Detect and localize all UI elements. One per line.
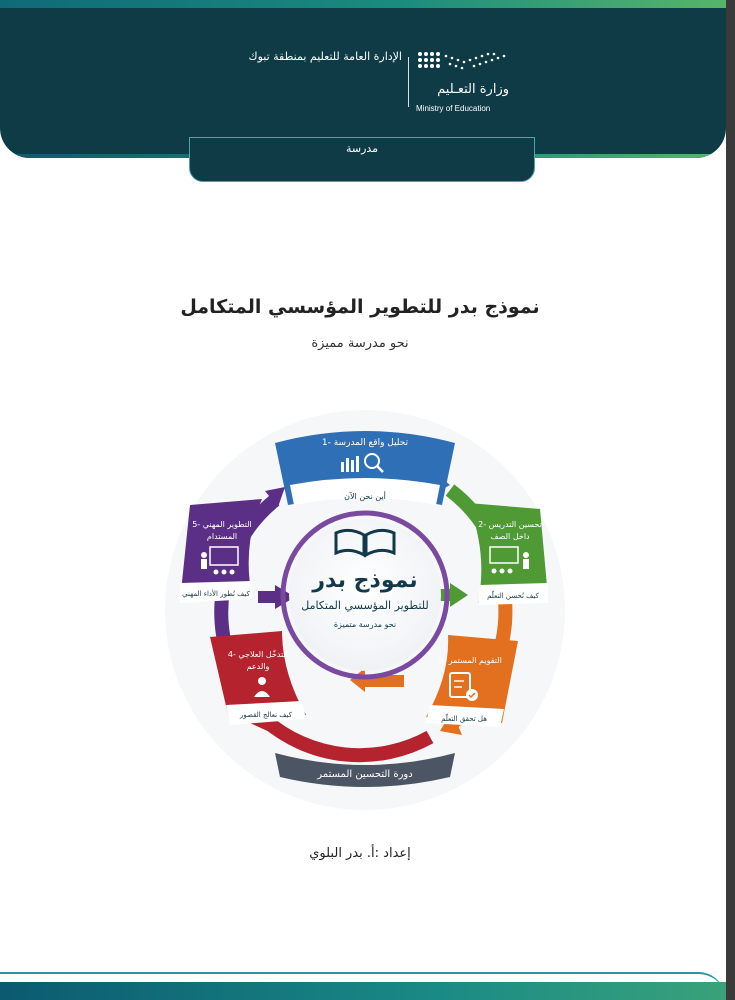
- stage-5-question: كيف نُطور الأداء المهني: [182, 590, 250, 598]
- logo-divider: [408, 57, 409, 107]
- stage-2-question: كيف نُحسن التعلّم: [487, 592, 539, 600]
- cycle-label: دورة التحسين المستمر: [317, 769, 413, 780]
- school-name-box: [189, 137, 535, 182]
- inner-arrow-purple-shaft: [258, 591, 276, 603]
- model-cycle-diagram: [150, 405, 580, 825]
- stage-3-question: هل تحقق التعلّم: [441, 715, 487, 723]
- center-title: نموذج بدر: [312, 568, 418, 593]
- header-accent-line: [0, 0, 726, 8]
- stage-1-question: أين نحن الآن: [344, 492, 386, 501]
- stage-5-title-line1: 5- التطوير المهني: [192, 520, 252, 529]
- directorate-name: الإدارة العامة للتعليم بمنطقة تبوك: [248, 50, 402, 63]
- stage-4-title-line1: 4- التدخّل العلاجي: [227, 650, 289, 659]
- stage-3-title: 3- التقويم المستمر: [438, 656, 502, 665]
- author-credit: إعداد :أ. بدر البلوي: [309, 846, 411, 861]
- footer-banner: [0, 972, 726, 1000]
- stage-2-title-line2: داخل الصف: [490, 532, 530, 541]
- center-subtitle: للتطوير المؤسسي المتكامل: [301, 599, 429, 612]
- center-tagline: نحو مدرسة متميزة: [333, 620, 397, 629]
- stage-1-title: 1- تحليل واقع المدرسة: [321, 438, 409, 448]
- header-banner: [0, 0, 726, 158]
- stage-5-title-line2: المستدام: [206, 532, 238, 541]
- cycle-diagram-svg: [150, 405, 580, 825]
- ministry-logo: [414, 48, 514, 118]
- stage-4-title-line2: والدعم: [246, 662, 270, 671]
- footer-band: [0, 982, 726, 1000]
- ministry-dots-icon: [414, 48, 514, 80]
- ministry-name-ar: وزارة التعـليم: [437, 82, 509, 97]
- page-edge: [726, 0, 735, 1000]
- ministry-name-en: Ministry of Education: [416, 104, 491, 113]
- stage-4-question: كيف نعالج القصور: [240, 711, 292, 719]
- stage-1-box: [275, 431, 455, 505]
- document-title: نموذج بدر للتطوير المؤسسي المتكامل: [180, 296, 540, 318]
- document-subtitle: نحو مدرسة مميزة: [311, 336, 409, 351]
- stage-2-title-line1: 2- تحسين التدريس: [478, 520, 542, 529]
- school-label: مدرسة: [345, 142, 379, 155]
